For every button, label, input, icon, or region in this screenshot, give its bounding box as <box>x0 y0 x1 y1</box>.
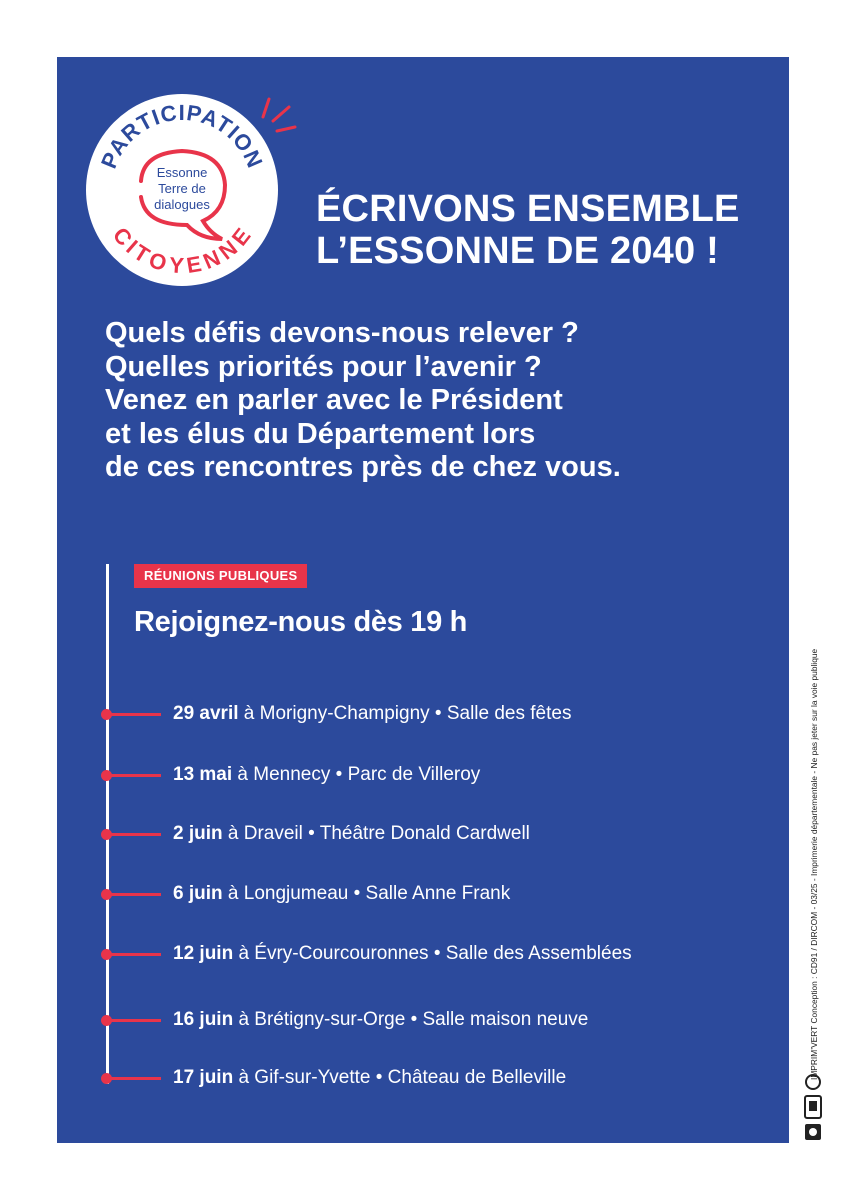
intro-line: de ces rencontres près de chez vous. <box>105 451 621 483</box>
event-details: à Brétigny-sur-Orge • Salle maison neuve <box>233 1009 589 1030</box>
event-details: à Mennecy • Parc de Villeroy <box>232 764 481 785</box>
event-details: à Morigny-Champigny • Salle des fêtes <box>238 703 572 724</box>
event-item <box>101 702 761 726</box>
event-text <box>173 763 480 787</box>
intro-line: Venez en parler avec le Président <box>105 384 563 416</box>
event-date: 29 avril <box>173 703 239 724</box>
headline-line-1: ÉCRIVONS ENSEMBLE <box>316 188 740 230</box>
event-date: 17 juin <box>173 1067 234 1088</box>
timeline-connector <box>111 1019 161 1022</box>
event-text <box>173 882 510 906</box>
logo-line-1: Essonne <box>156 165 208 180</box>
intro-line: et les élus du Département lors <box>105 417 536 450</box>
timeline-connector <box>111 774 161 777</box>
event-item <box>101 822 761 846</box>
event-text <box>173 702 571 726</box>
event-date: 6 juin <box>173 883 223 904</box>
event-details: à Draveil • Théâtre Donald Cardwell <box>222 823 530 844</box>
print-credits-text: IMPRIM’VERT Conception : CD91 / DIRCOM - 03/25 - Imprimerie départementale - Ne pas jeter sur la voie publique <box>809 648 819 1080</box>
timeline-connector <box>111 1077 161 1080</box>
headline <box>316 188 776 272</box>
print-credits <box>798 600 818 1080</box>
event-text <box>173 822 530 846</box>
intro-text <box>105 317 765 485</box>
event-details: à Gif-sur-Yvette • Château de Belleville <box>233 1067 567 1088</box>
event-item <box>101 763 761 787</box>
logo-word-bottom: CITOYENNE <box>107 222 257 279</box>
event-text <box>173 1008 588 1032</box>
timeline-connector <box>111 713 161 716</box>
event-text <box>173 1066 566 1090</box>
event-item <box>101 882 761 906</box>
poster-panel <box>57 57 789 1143</box>
logo-word-top: PARTICIPATION <box>96 99 268 172</box>
public-meetings-badge: RÉUNIONS PUBLIQUES <box>134 564 307 588</box>
imprimvert-logo-icon <box>800 1066 826 1146</box>
timeline-connector <box>111 953 161 956</box>
spark-icon <box>255 87 305 137</box>
event-date: 13 mai <box>173 764 233 785</box>
intro-line: Quels défis devons-nous relever ? <box>105 317 579 349</box>
timeline-connector <box>111 893 161 896</box>
event-date: 2 juin <box>173 823 223 844</box>
headline-line-2: L’ESSONNE DE 2040 ! <box>316 230 719 272</box>
event-item <box>101 1066 761 1090</box>
event-details: à Évry-Courcouronnes • Salle des Assemblées <box>233 943 632 964</box>
event-details: à Longjumeau • Salle Anne Frank <box>222 883 511 904</box>
event-date: 16 juin <box>173 1009 234 1030</box>
join-heading: Rejoignez-nous dès 19 h <box>134 606 468 638</box>
timeline-connector <box>111 833 161 836</box>
logo-line-3: dialogues <box>154 197 210 212</box>
event-item <box>101 942 761 966</box>
event-date: 12 juin <box>173 943 234 964</box>
intro-line: Quelles priorités pour l’avenir ? <box>105 350 542 383</box>
logo-line-2: Terre de <box>158 181 206 196</box>
event-text <box>173 942 632 966</box>
participation-citoyenne-logo <box>85 93 279 287</box>
event-item <box>101 1008 761 1032</box>
